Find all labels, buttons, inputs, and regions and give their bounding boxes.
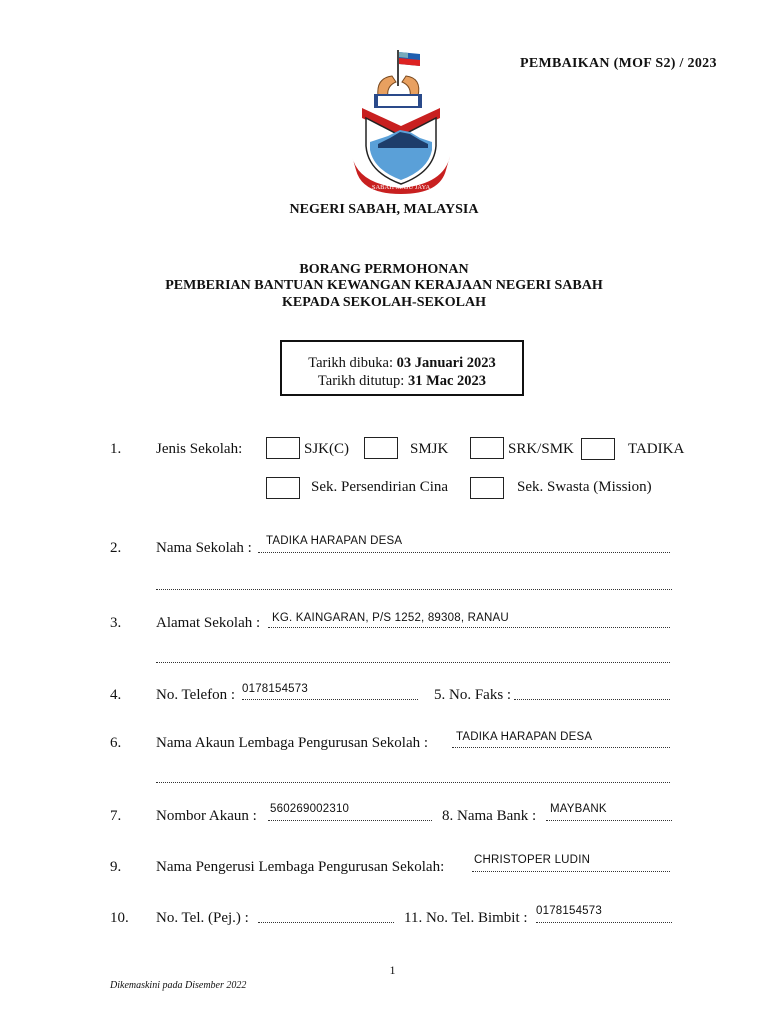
open-date-value: 03 Januari 2023	[396, 355, 496, 371]
page-number: 1	[389, 963, 396, 977]
account-name-line-2[interactable]	[156, 782, 670, 783]
account-number-label: Nombor Akaun :	[156, 808, 257, 824]
chairman-name-line[interactable]	[472, 871, 670, 872]
option-smjk-label: SMJK	[410, 441, 449, 457]
school-address-value[interactable]: KG. KAINGARAN, P/S 1252, 89308, RANAU	[272, 612, 509, 624]
q2-number: 2.	[110, 540, 122, 556]
option-persendirian-cina-label: Sek. Persendirian Cina	[311, 479, 449, 495]
form-title-line-3: KEPADA SEKOLAH-SEKOLAH	[282, 295, 486, 310]
school-name-label: Nama Sekolah :	[156, 540, 252, 556]
school-address-line[interactable]	[268, 627, 670, 628]
state-heading: NEGERI SABAH, MALAYSIA	[289, 202, 479, 217]
account-name-value[interactable]: TADIKA HARAPAN DESA	[456, 731, 593, 743]
close-date-row	[282, 372, 522, 390]
mobile-tel-line[interactable]	[536, 922, 672, 923]
office-tel-line[interactable]	[258, 922, 394, 923]
chairman-name-label: Nama Pengerusi Lembaga Pengurusan Sekolah:	[156, 859, 445, 875]
fax-line[interactable]	[514, 699, 670, 700]
school-name-line[interactable]	[258, 552, 670, 553]
school-name-line-2[interactable]	[156, 589, 672, 590]
checkbox-tadika[interactable]	[581, 438, 615, 460]
checkbox-sek-persendirian-cina[interactable]	[266, 477, 300, 499]
account-number-line[interactable]	[268, 820, 432, 821]
option-tadika-label: TADIKA	[628, 441, 685, 457]
bank-name-value[interactable]: MAYBANK	[550, 803, 607, 815]
crest-motto: SABAH MAJU JAYA	[371, 184, 431, 191]
option-swasta-label: Sek. Swasta (Mission)	[517, 479, 652, 495]
mobile-tel-label: 11. No. Tel. Bimbit :	[404, 910, 528, 926]
q4-number: 4.	[110, 687, 122, 703]
bank-name-line[interactable]	[546, 820, 672, 821]
application-dates-box	[280, 340, 524, 396]
option-sjkc-label: SJK(C)	[304, 441, 350, 457]
account-name-label: Nama Akaun Lembaga Pengurusan Sekolah :	[156, 735, 429, 751]
office-tel-label: No. Tel. (Pej.) :	[156, 910, 249, 926]
q6-number: 6.	[110, 735, 122, 751]
last-updated-note: Dikemaskini pada Disember 2022	[110, 980, 247, 991]
fax-label: 5. No. Faks :	[434, 687, 512, 703]
telephone-label: No. Telefon :	[156, 687, 236, 703]
form-title-line-2: PEMBERIAN BANTUAN KEWANGAN KERAJAAN NEGERI SABAH	[165, 278, 603, 293]
q10-number: 10.	[110, 910, 129, 926]
q7-number: 7.	[110, 808, 122, 824]
q3-number: 3.	[110, 615, 122, 631]
checkbox-sek-swasta[interactable]	[470, 477, 504, 499]
school-address-label: Alamat Sekolah :	[156, 615, 261, 631]
sabah-crest-logo	[348, 46, 454, 194]
school-name-value[interactable]: TADIKA HARAPAN DESA	[266, 535, 403, 547]
telephone-line[interactable]	[242, 699, 418, 700]
mobile-tel-value[interactable]: 0178154573	[536, 905, 602, 917]
q1-number: 1.	[110, 441, 122, 457]
account-number-value[interactable]: 560269002310	[270, 803, 350, 815]
chairman-name-value[interactable]: CHRISTOPER LUDIN	[474, 854, 591, 866]
option-srk-smk-label: SRK/SMK	[508, 441, 574, 457]
telephone-value[interactable]: 0178154573	[242, 683, 308, 695]
checkbox-sjkc[interactable]	[266, 437, 300, 459]
bank-name-label: 8. Nama Bank :	[442, 808, 537, 824]
form-reference: PEMBAIKAN (MOF S2) / 2023	[520, 56, 717, 71]
q9-number: 9.	[110, 859, 122, 875]
account-name-line[interactable]	[452, 747, 670, 748]
checkbox-srk-smk[interactable]	[470, 437, 504, 459]
open-date-row	[282, 354, 522, 372]
school-address-line-2[interactable]	[156, 662, 670, 663]
close-date-label: Tarikh ditutup:	[317, 373, 405, 389]
close-date-value: 31 Mac 2023	[407, 373, 487, 389]
checkbox-smjk[interactable]	[364, 437, 398, 459]
open-date-label: Tarikh dibuka:	[308, 355, 394, 371]
school-type-label: Jenis Sekolah:	[156, 441, 243, 457]
form-title-line-1: BORANG PERMOHONAN	[299, 262, 469, 277]
